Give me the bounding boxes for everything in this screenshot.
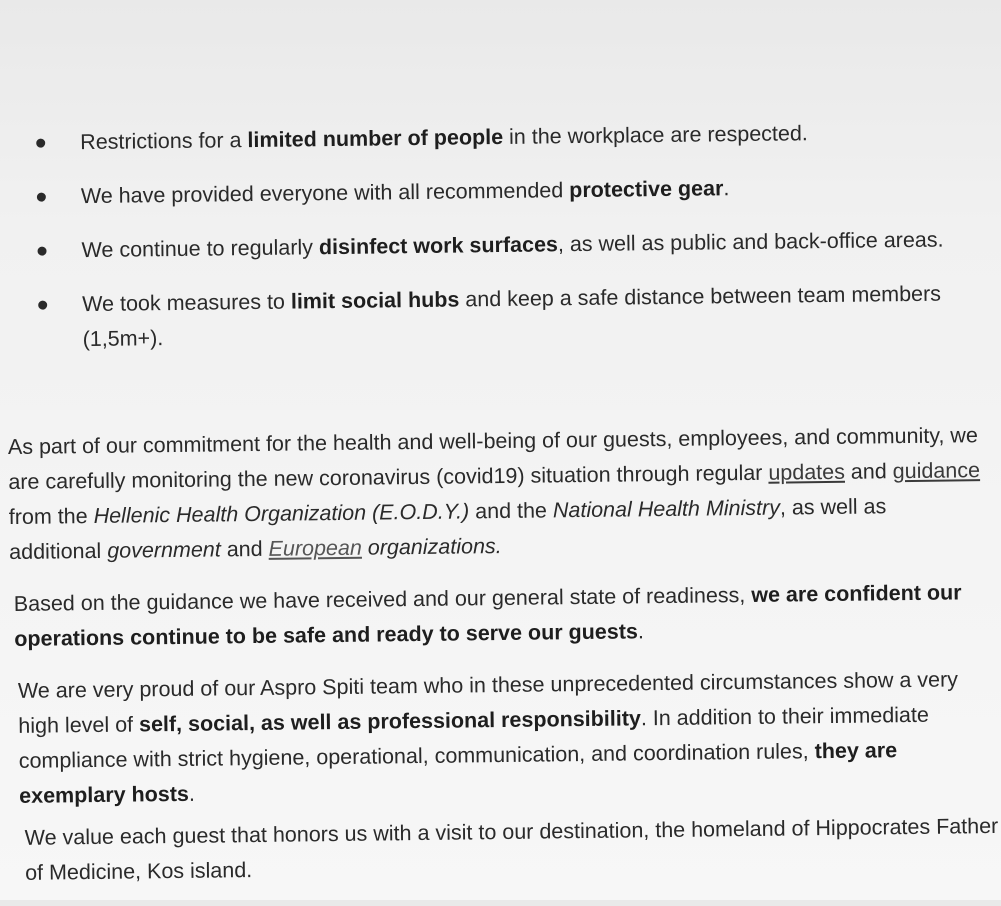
paragraph-text: and: [220, 536, 269, 562]
bullet-bold-text: protective gear: [569, 176, 724, 203]
paragraph-bold-text: they are exemplary hosts: [19, 738, 898, 808]
bullet-icon: [36, 139, 45, 148]
bullet-bold-text: disinfect work surfaces: [318, 232, 559, 260]
paragraph-text: from the: [8, 503, 94, 530]
list-item: [35, 168, 975, 214]
list-item: [36, 276, 977, 357]
paragraph-text: We are very proud of our Aspro Spiti team who in these unprecedented circumstances show a very high level of: [17, 667, 959, 738]
bullet-text: .: [723, 176, 730, 201]
bullet-bold-text: limited number of people: [247, 124, 504, 153]
updates-link[interactable]: updates: [768, 459, 846, 485]
european-link[interactable]: European: [268, 535, 362, 561]
bullet-text: We have provided everyone with all recommended: [80, 178, 570, 209]
paragraph-text: . In addition to their immediate compliance with strict hygiene, operational, communication, and coordination rules,: [18, 702, 930, 773]
paragraph-text: Based on the guidance we have received and our general state of readiness,: [13, 582, 752, 616]
guidance-link[interactable]: guidance: [892, 458, 981, 484]
bullet-text: in the workplace are respected.: [502, 121, 808, 149]
paragraph-text: and: [844, 459, 893, 484]
paragraph-text: and the: [469, 498, 554, 524]
closing-paragraph: [24, 809, 1000, 891]
paragraph-bold-text: we are confident our operations continue to be safe and ready to serve our guests: [14, 580, 962, 651]
organization-name: government: [107, 537, 221, 563]
organization-name: organizations.: [367, 533, 502, 560]
organization-name: Hellenic Health Organization (E.O.D.Y.): [93, 499, 470, 528]
paragraph-text: .: [188, 781, 196, 806]
paragraph-text: As part of our commitment for the health and well-being of our guests, employees, and community, we are carefully monitoring the new coronavirus (covid19) situation through regular: [7, 423, 978, 495]
list-item: [34, 114, 974, 160]
bullet-text: We continue to regularly: [81, 235, 320, 263]
paragraph-text: We value each guest that honors us with a visit to our destination, the homeland of Hippocrates Father of Medicine, Kos island.: [24, 813, 999, 885]
bullet-icon: [37, 247, 46, 256]
paragraph-bold-text: self, social, as well as professional responsibility: [138, 706, 642, 737]
bullet-icon: [37, 193, 46, 202]
bullet-bold-text: limit social hubs: [290, 287, 460, 314]
bullet-icon: [38, 301, 47, 310]
paragraph-text: .: [637, 619, 645, 644]
list-item: [35, 222, 975, 268]
measures-list: [34, 114, 977, 376]
bullet-text: and keep a safe distance between team members (1,5m+).: [82, 281, 942, 352]
bullet-text: , as well as public and back-office areas.: [557, 227, 944, 257]
organization-name: National Health Ministry: [552, 495, 781, 523]
commitment-paragraph: [8, 418, 985, 570]
bullet-text: Restrictions for a: [80, 128, 248, 155]
paragraph-text: , as well as additional: [9, 494, 887, 565]
bullet-text: We took measures to: [82, 289, 292, 317]
team-paragraph: [18, 662, 995, 814]
readiness-paragraph: [14, 575, 990, 657]
